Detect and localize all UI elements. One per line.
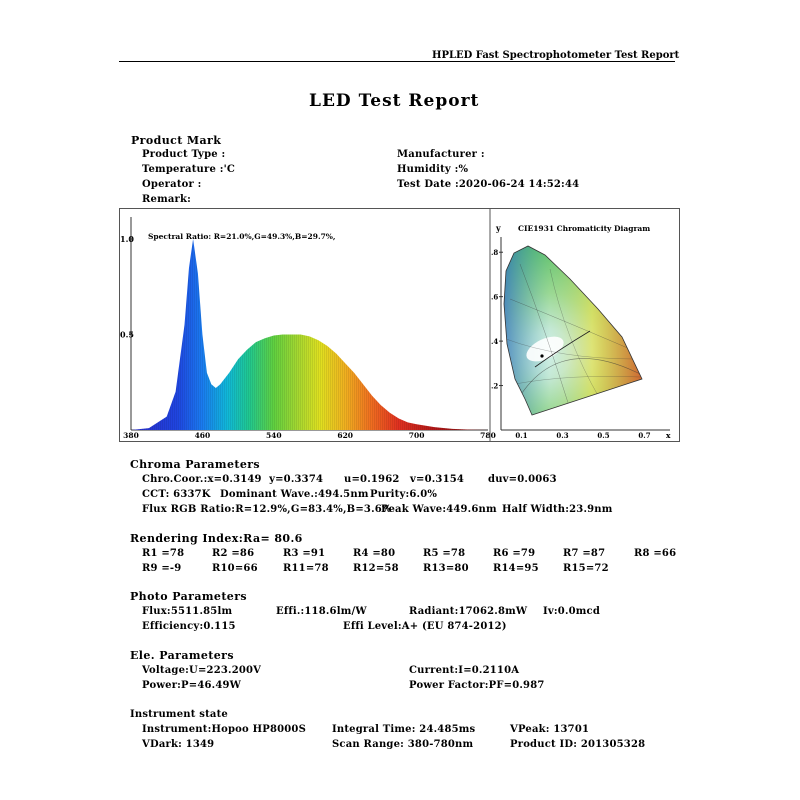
- ele-heading: Ele. Parameters: [130, 649, 234, 662]
- purity-value: Purity:6.0%: [370, 489, 438, 500]
- cie-y-label: y: [496, 223, 501, 233]
- vpeak-value: VPeak: 13701: [510, 724, 590, 735]
- cie-y-tick-label: .8: [491, 248, 499, 258]
- vdark-value: VDark: 1349: [142, 739, 215, 750]
- efficiency-value: Efficiency:0.115: [142, 621, 236, 632]
- chromaticity-gamut: [490, 239, 660, 429]
- rendering-index-value: R5 =78: [423, 548, 466, 559]
- rendering-index-value: R10=66: [212, 563, 258, 574]
- plots-svg: [120, 209, 679, 441]
- plots-panel: [119, 208, 680, 442]
- cie-x-tick-label: 0.3: [556, 431, 569, 440]
- chroma-heading: Chroma Parameters: [130, 458, 261, 471]
- rendering-index-heading: Rendering Index:Ra= 80.6: [130, 532, 303, 545]
- spectrum-x-tick-label: 700: [408, 431, 425, 440]
- current-value: Current:I=0.2110A: [409, 665, 520, 676]
- scan-range: Scan Range: 380-780nm: [332, 739, 474, 750]
- manufacturer-label: Manufacturer :: [397, 149, 485, 160]
- radiant-value: Radiant:17062.8mW: [409, 606, 528, 617]
- spectrum-stripes: [131, 239, 488, 430]
- rendering-index-value: R15=72: [563, 563, 609, 574]
- test-date: Test Date :2020-06-24 14:52:44: [397, 179, 580, 190]
- effi-level: Effi Level:A+ (EU 874-2012): [343, 621, 507, 632]
- chroma-duv: duv=0.0063: [488, 474, 557, 485]
- spectral-ratio-text: Spectral Ratio: R=21.0%,G=49.3%,B=29.7%,: [148, 232, 336, 241]
- product-id: Product ID: 201305328: [510, 739, 646, 750]
- flux-value: Flux:5511.85lm: [142, 606, 233, 617]
- voltage-value: Voltage:U=223.200V: [142, 665, 262, 676]
- cie-x-label: x: [666, 431, 671, 440]
- page-title: LED Test Report: [309, 91, 480, 111]
- report-header: HPLED Fast Spectrophotometer Test Report: [432, 50, 680, 61]
- cie-x-tick-label: 0.7: [638, 431, 651, 440]
- cie-y-tick-label: .4: [491, 337, 499, 347]
- dominant-wave: Dominant Wave.:494.5nm: [220, 489, 369, 500]
- rendering-index-value: R6 =79: [493, 548, 536, 559]
- rendering-index-value: R1 =78: [142, 548, 185, 559]
- spectrum-x-tick-label: 620: [337, 431, 354, 440]
- temperature-label: Temperature :'C: [142, 164, 236, 175]
- rendering-index-value: R7 =87: [563, 548, 606, 559]
- instrument-name: Instrument:Hopoo HP8000S: [142, 724, 307, 735]
- iv-value: Iv:0.0mcd: [543, 606, 601, 617]
- rendering-index-value: R4 =80: [353, 548, 396, 559]
- chroma-coordinates: Chro.Coor.:x=0.3149 y=0.3374: [142, 474, 324, 485]
- spectrum-x-tick-label: 380: [123, 431, 139, 440]
- rendering-index-value: R11=78: [283, 563, 329, 574]
- cie-plot: [490, 209, 671, 441]
- flux-rgb-ratio: Flux RGB Ratio:R=12.9%,G=83.4%,B=3.6%: [142, 504, 392, 515]
- chroma-v: v=0.3154: [410, 474, 465, 485]
- cct-value: CCT: 6337K: [142, 489, 211, 500]
- peak-wave: Peak Wave:449.6nm: [381, 504, 497, 515]
- rendering-index-value: R14=95: [493, 563, 539, 574]
- spectrum-x-tick-label: 540: [265, 431, 282, 440]
- rendering-index-value: R3 =91: [283, 548, 326, 559]
- instrument-heading: Instrument state: [130, 709, 228, 720]
- cie-title: CIE1931 Chromaticity Diagram: [518, 224, 651, 233]
- rendering-index-value: R13=80: [423, 563, 469, 574]
- header-rule: [119, 61, 675, 62]
- operator-label: Operator :: [142, 179, 202, 190]
- cie-y-tick-label: .6: [491, 292, 499, 302]
- spectrum-y-tick-label: 0.5: [120, 329, 134, 340]
- product-type-label: Product Type :: [142, 149, 226, 160]
- photo-heading: Photo Parameters: [130, 590, 247, 603]
- rendering-index-value: R8 =66: [634, 548, 677, 559]
- effi-value: Effi.:118.6lm/W: [276, 606, 367, 617]
- product-mark-heading: Product Mark: [131, 134, 222, 147]
- spectrum-y-tick-label: 1.0: [120, 234, 134, 244]
- cie-x-tick-label: 0.1: [515, 431, 528, 440]
- half-width: Half Width:23.9nm: [502, 504, 613, 515]
- chroma-u: u=0.1962: [344, 474, 400, 485]
- rendering-index-value: R2 =86: [212, 548, 255, 559]
- spectrum-plot: [120, 217, 499, 440]
- cie-y-tick-label: .2: [491, 381, 499, 391]
- rendering-index-value: R9 =-9: [142, 563, 182, 574]
- remark-label: Remark:: [142, 194, 192, 205]
- spectrum-x-tick-label: 460: [194, 431, 211, 440]
- power-factor-value: Power Factor:PF=0.987: [409, 680, 545, 691]
- spectrum-x-tick-label: 780: [480, 431, 496, 440]
- humidity-label: Humidity :%: [397, 164, 469, 175]
- power-value: Power:P=46.49W: [142, 680, 242, 691]
- chromaticity-point: [540, 354, 543, 357]
- cie-x-tick-label: 0.5: [597, 431, 610, 440]
- rendering-index-value: R12=58: [353, 563, 399, 574]
- integral-time: Integral Time: 24.485ms: [332, 724, 476, 735]
